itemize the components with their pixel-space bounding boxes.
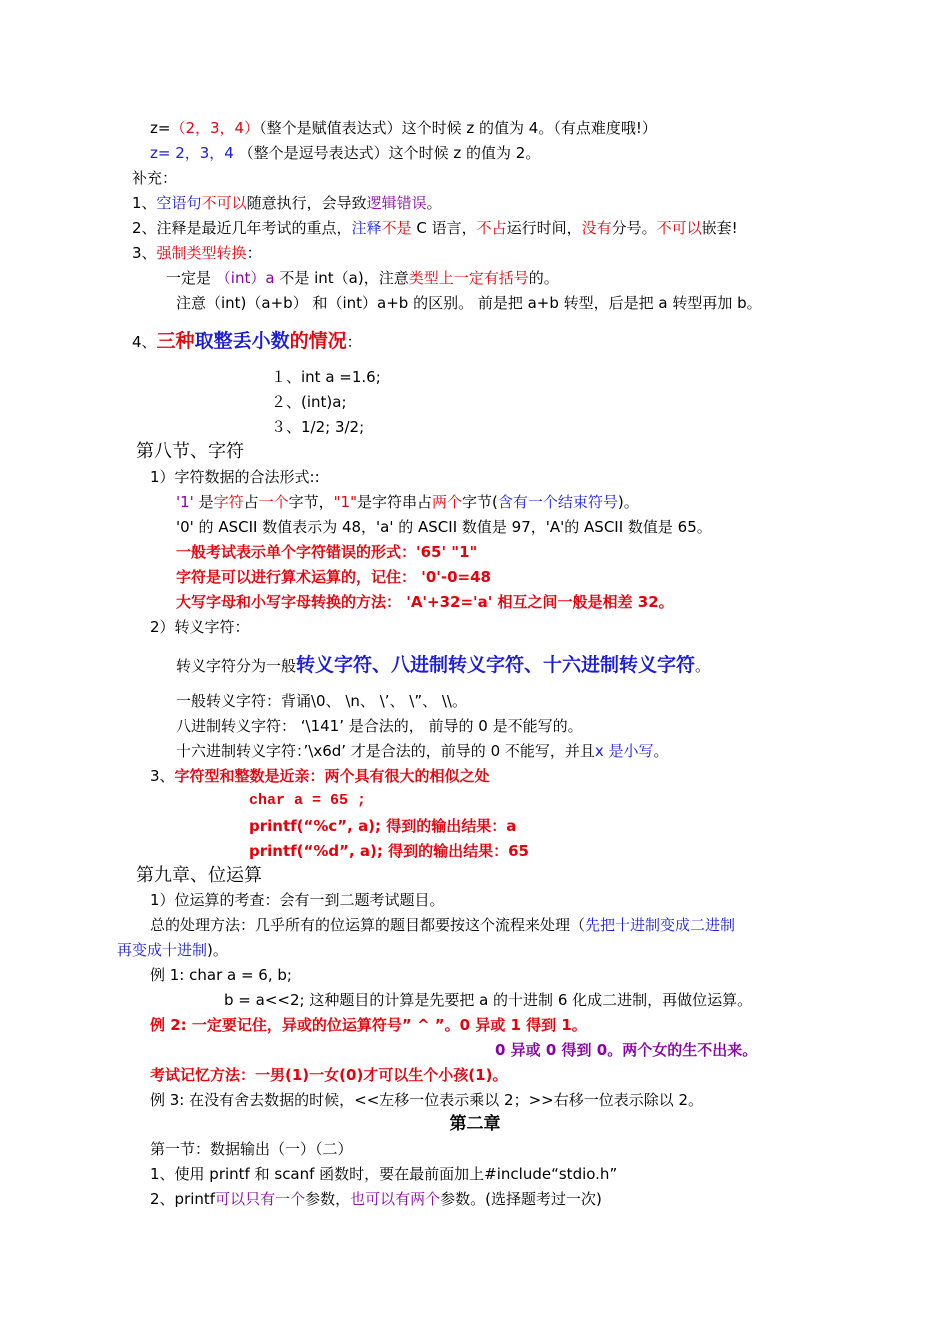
text: 。: [653, 742, 669, 760]
text-purple: '1': [176, 493, 194, 511]
line-bitops-method-cont: [117, 939, 228, 961]
text-red: 一般考试表示单个字符错误的形式：'65' "1": [176, 543, 478, 561]
text: 一定是: [166, 269, 212, 287]
truncation-case-1: [271, 366, 381, 388]
text: 。: [426, 194, 442, 212]
text: 注意（int)（a+b） 和（int）a+b 的区别。 前是把 a+b 转型，后是把 a 转型再加 b。: [176, 294, 762, 312]
text: 总的处理方法：几乎所有的位运算的题目都要按这个流程来处理（: [150, 916, 586, 934]
example-1-shift: [224, 989, 752, 1011]
text-red: 大写字母和小写字母转换的方法： 'A'+32='a' 相互之间一般是相差 32。: [176, 593, 674, 611]
text: 1）字符数据的合法形式::: [150, 468, 320, 486]
text: １、int a =1.6;: [271, 368, 381, 386]
code-char-decl: [249, 790, 366, 812]
line-char-vs-string: [176, 491, 639, 513]
text-blue: z= 2，3，4: [150, 144, 234, 162]
text: 转义字符分为一般: [176, 657, 297, 675]
line-hex-escape: [176, 740, 669, 762]
text-red: 不可以: [201, 194, 247, 212]
truncation-case-2: [271, 391, 347, 413]
text: ：: [246, 244, 262, 262]
chapter-9-heading: [136, 864, 262, 888]
text: 3、: [150, 767, 175, 785]
xor-memory-trick: [150, 1064, 507, 1086]
example-3-shifts: [150, 1089, 703, 1111]
line-comma-assign-expr: [150, 117, 657, 139]
text-red: 两个: [432, 493, 463, 511]
text: '0' 的 ASCII 数值表示为 48，'a' 的 ASCII 数值是 97，'A'的 ASCII 数值是 65。: [176, 518, 712, 536]
text-purple: 可以只有一个: [215, 1190, 306, 1208]
text: 第八节、字符: [136, 441, 244, 462]
code-printf-c: [249, 815, 516, 837]
text: 不是 int（a)，注意: [279, 269, 409, 287]
text: 2、: [150, 1190, 175, 1208]
text: 参数。(选择题考过一次): [440, 1190, 602, 1208]
text-red: 不占: [476, 219, 507, 237]
chapter-2-title: [0, 1112, 950, 1136]
text: z=: [150, 119, 171, 137]
line-octal-escape: [176, 715, 583, 737]
text-red: char a = 65 ;: [249, 792, 367, 809]
text: 2、注释是最近几年考试的重点，: [132, 219, 352, 237]
text: 2）转义字符：: [150, 618, 250, 636]
text: b = a<<2; 这种题目的计算是先要把 a 的十进制 6 化成二进制，再做位运算。: [224, 991, 753, 1009]
item-char-int-relation: [150, 765, 490, 787]
text: )。: [207, 941, 228, 959]
text-red: printf(“%d”, a); 得到的输出结果：65: [249, 842, 529, 860]
text-red: printf(“%c”, a); 得到的输出结果：a: [249, 817, 517, 835]
line-bitops-exam: [150, 889, 445, 911]
text: C 语言，: [411, 219, 477, 237]
text: ２、(int)a;: [271, 393, 347, 411]
text: )。: [617, 493, 639, 511]
text: 1、: [132, 194, 157, 212]
text: 补充：: [132, 169, 178, 187]
text-red: 字符: [213, 493, 244, 511]
text: 参数，: [305, 1190, 351, 1208]
text: 的。: [528, 269, 559, 287]
text: 字节，: [288, 493, 334, 511]
section-8-heading: [136, 440, 244, 464]
text-blue: 取整丢小数: [194, 330, 290, 352]
text: 运行时间，: [506, 219, 582, 237]
text: 嵌套!: [701, 219, 738, 237]
text-red: 字符是可以进行算术运算的，记住： '0'-0=48: [176, 568, 491, 586]
text: 第一节：数据输出（一）（二）: [150, 1140, 353, 1158]
text: 八进制转义字符： ‘\141’ 是合法的， 前导的 0 是不能写的。: [176, 717, 583, 735]
text-purple: 也可以有两个: [350, 1190, 441, 1208]
line-cast-rule: [166, 267, 559, 289]
text: 一般转义字符：背诵\0、 \n、 \’、 \”、 \\。: [176, 692, 467, 710]
text-red: 例 2: 一定要记住，异或的位运算符号” ^ ”。0 异或 1 得到 1。: [150, 1016, 587, 1034]
text: ３、1/2; 3/2;: [271, 418, 365, 436]
line-escape-types: [176, 652, 710, 679]
text: 例 3: 在没有舍去数据的时候，<<左移一位表示乘以 2；>>右移一位表示除以 2。: [150, 1091, 704, 1109]
char-legal-forms: [150, 466, 320, 488]
text: 1、使用 printf 和 scanf 函数时，要在最前面加上#include“stdio.h”: [150, 1165, 618, 1183]
text-blue: 再变成十进制: [117, 941, 208, 959]
text: 例 1: char a = 6, b;: [150, 966, 292, 984]
text: 4、: [132, 333, 157, 351]
line-case-conversion: [176, 591, 674, 613]
text: 字节(: [462, 493, 498, 511]
text: ：: [346, 333, 362, 351]
text: 是字符串占: [356, 493, 432, 511]
text-red: 类型上一定有括号: [408, 269, 529, 287]
example-2-xor-cont: [495, 1039, 757, 1061]
line-include-stdio: [150, 1163, 617, 1185]
text: 3、: [132, 244, 157, 262]
line-char-error-forms: [176, 541, 477, 563]
text-blue: 转义字符、八进制转义字符、十六进制转义字符: [296, 654, 696, 676]
text-red: 强制类型转换: [156, 244, 247, 262]
text: 。: [695, 657, 711, 675]
text-red: 一个: [258, 493, 289, 511]
text-red: 考试记忆方法：一男(1)一女(0)才可以生个小孩(1)。: [150, 1066, 508, 1084]
line-char-arithmetic: [176, 566, 491, 588]
text-blue: x 是小写: [594, 742, 654, 760]
text-purple: 0 异或 0 得到 0。两个女的生不出来。: [495, 1041, 758, 1059]
line-bitops-method: [150, 914, 735, 936]
text-blue: 注释: [351, 219, 382, 237]
line-cast-note: [176, 292, 762, 314]
text: 十六进制转义字符：’\x6d’ 才是合法的，前导的 0 不能写，并且: [176, 742, 595, 760]
escape-chars-heading: [150, 616, 250, 638]
item-empty-statement: [132, 192, 442, 214]
example-2-xor: [150, 1014, 587, 1036]
text: 第二章: [449, 1114, 501, 1134]
line-general-escapes: [176, 690, 467, 712]
text: 是: [193, 493, 214, 511]
text-purple: （int）a: [215, 269, 275, 287]
text: （整个是逗号表达式）这个时候 z 的值为 2。: [238, 144, 541, 162]
text-red: 没有: [581, 219, 612, 237]
example-1: [150, 964, 292, 986]
item-comments: [132, 217, 738, 239]
text: 随意执行，会导致: [246, 194, 367, 212]
text-red: 字符型和整数是近亲：两个具有很大的相似之处: [174, 767, 490, 785]
section-data-output: [150, 1138, 353, 1160]
line-comma-expr: [150, 142, 540, 164]
text: printf: [174, 1190, 216, 1208]
supplement-heading: [132, 167, 177, 189]
text-red: 不可以: [656, 219, 702, 237]
text-red: （2，3，4）: [170, 119, 260, 137]
text: （整个是赋值表达式）这个时候 z 的值为 4。（有点难度哦!）: [259, 119, 657, 137]
text-purple: 逻辑错误: [366, 194, 427, 212]
truncation-case-3: [271, 416, 364, 438]
text: 分号。: [611, 219, 657, 237]
text-blue: 空语句: [156, 194, 202, 212]
line-printf-params: [150, 1188, 602, 1210]
text-blue: 先把十进制变成二进制: [585, 916, 736, 934]
item-truncation-heading: [132, 328, 362, 355]
item-type-cast: [132, 242, 262, 264]
text: 1）位运算的考查：会有一到二题考试题目。: [150, 891, 445, 909]
text: 第九章、位运算: [136, 865, 262, 886]
text-red: 不是: [381, 219, 412, 237]
line-ascii-values: [176, 516, 712, 538]
text-blue: 含有一个结束符号: [497, 493, 618, 511]
text-red: 的情况: [289, 330, 347, 352]
text-red: "1": [333, 493, 357, 511]
text: 占: [243, 493, 259, 511]
code-printf-d: [249, 840, 529, 862]
text-red: 三种: [156, 330, 195, 352]
